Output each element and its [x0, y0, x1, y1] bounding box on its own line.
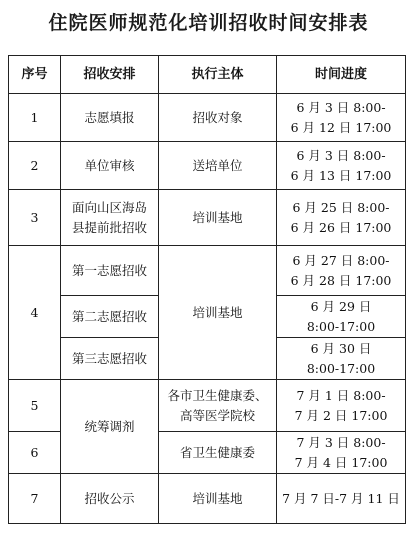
time-start: 6 月 25 日 8:00- — [292, 199, 390, 215]
time-cell — [277, 338, 406, 380]
table-row — [9, 246, 406, 296]
header-no: 序号 — [9, 56, 61, 94]
schedule-table — [8, 55, 406, 524]
arrangement-cell: 第三志愿招收 — [61, 338, 159, 380]
time-hours: 8:00-17:00 — [306, 318, 376, 334]
time-start: 7 月 1 日 8:00- — [296, 387, 386, 403]
row-number: 4 — [9, 246, 61, 380]
arrangement-cell: 志愿填报 — [61, 94, 159, 142]
arrangement-cell: 第一志愿招收 — [61, 246, 159, 296]
subject-cell: 送培单位 — [159, 142, 277, 190]
row-number: 7 — [9, 474, 61, 524]
subject-cell: 培训基地 — [159, 246, 277, 380]
table-row — [9, 142, 406, 190]
arrangement-cell: 第二志愿招收 — [61, 296, 159, 338]
time-cell — [277, 380, 406, 432]
table-row — [9, 190, 406, 246]
row-number: 1 — [9, 94, 61, 142]
arrangement-cell: 招收公示 — [61, 474, 159, 524]
subject-line-1: 各市卫生健康委、 — [167, 387, 268, 403]
table-row — [9, 380, 406, 432]
subject-cell: 省卫生健康委 — [159, 432, 277, 474]
arrangement-cell — [61, 190, 159, 246]
time-start: 6 月 3 日 8:00- — [296, 99, 386, 115]
time-start: 7 月 3 日 8:00- — [296, 434, 386, 450]
time-cell — [277, 432, 406, 474]
time-cell — [277, 142, 406, 190]
arrangement-line-2: 县提前批招收 — [71, 219, 147, 235]
subject-line-2: 高等医学院校 — [179, 407, 255, 423]
time-end: 6 月 12 日 17:00 — [290, 119, 392, 135]
row-number: 3 — [9, 190, 61, 246]
subject-cell: 培训基地 — [159, 190, 277, 246]
table-row — [9, 474, 406, 524]
time-end: 6 月 26 日 17:00 — [290, 219, 392, 235]
time-cell: 7 月 7 日-7 月 11 日 — [277, 474, 406, 524]
document-title: 住院医师规范化培训招收时间安排表 — [48, 12, 369, 34]
arrangement-cell: 统筹调剂 — [61, 380, 159, 474]
time-end: 6 月 28 日 17:00 — [290, 272, 392, 288]
subject-cell — [159, 380, 277, 432]
header-subject: 执行主体 — [159, 56, 277, 94]
time-end: 6 月 13 日 17:00 — [290, 167, 392, 183]
header-arrangement: 招收安排 — [61, 56, 159, 94]
header-time: 时间进度 — [277, 56, 406, 94]
subject-cell: 培训基地 — [159, 474, 277, 524]
time-end: 7 月 2 日 17:00 — [294, 407, 388, 423]
time-date: 6 月 29 日 — [310, 298, 372, 314]
time-start: 6 月 3 日 8:00- — [296, 147, 386, 163]
table-row — [9, 94, 406, 142]
time-cell — [277, 94, 406, 142]
time-cell — [277, 190, 406, 246]
time-end: 7 月 4 日 17:00 — [294, 454, 388, 470]
time-cell — [277, 246, 406, 296]
arrangement-cell: 单位审核 — [61, 142, 159, 190]
time-cell — [277, 296, 406, 338]
row-number: 2 — [9, 142, 61, 190]
row-number: 6 — [9, 432, 61, 474]
time-start: 6 月 27 日 8:00- — [292, 252, 390, 268]
subject-cell: 招收对象 — [159, 94, 277, 142]
time-hours: 8:00-17:00 — [306, 360, 376, 376]
row-number: 5 — [9, 380, 61, 432]
arrangement-line-1: 面向山区海岛 — [71, 199, 147, 215]
table-header-row — [9, 56, 406, 94]
time-date: 6 月 30 日 — [310, 340, 372, 356]
